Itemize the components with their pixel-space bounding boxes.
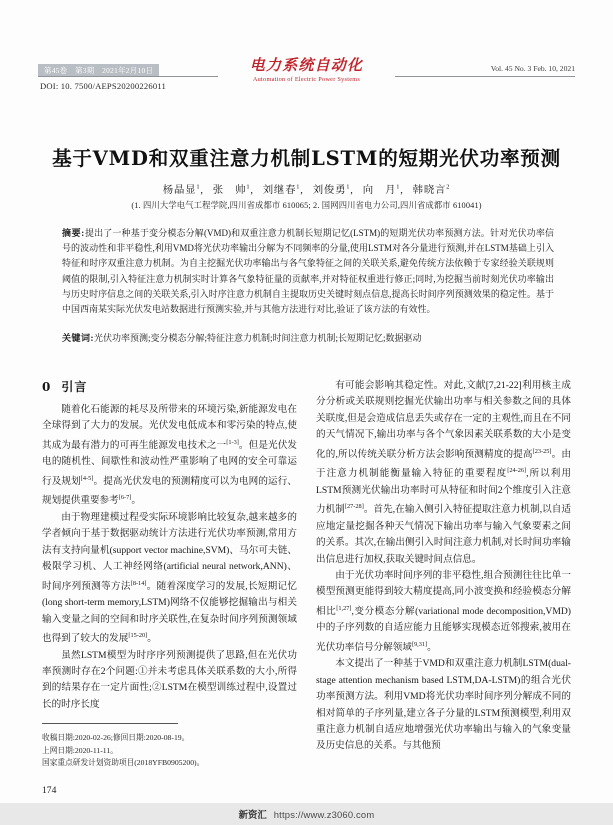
author-separator: , (350, 185, 354, 196)
right-column-paragraphs (316, 378, 571, 755)
author-affiliation: (1. 四川大学电气工程学院,四川省成都市 610065; 2. 国网四川省电力公司,四川省成都市 610041) (131, 201, 482, 210)
footer-url[interactable]: https://www.z3060.com (273, 808, 375, 820)
body-paragraph: 由于物理建模过程受实际环境影响比较复杂,越来越多的学者倾向于基于数据驱动统计方法进行光伏功率预测,常用方法有支持向量机(support vector machine,SVM)、马尔可夫链、极限学习机、人工神经网络(artificial neural network,ANN)、时间序列预测等方法[8-14]。随着深度学习的发展,长短期记忆(long short-term memory,LSTM)网络不仅能够挖掘输出与相关输入变量之间的空间和时序关联性,在复杂时间序列预测领域也得到了较大的发展[15-20]。 (42, 512, 297, 645)
author-name: 韩晓言$^2$ (412, 183, 451, 196)
footer-watermark-bar (0, 803, 613, 825)
author-name: 刘继春$^1$ (262, 183, 301, 196)
volume-issue-english: Vol. 45 No. 3 Feb. 10, 2021 (490, 64, 575, 73)
body-column-right (316, 378, 571, 755)
body-paragraph: 虽然LSTM模型为时序序列预测提供了思路,但在光伏功率预测时存在2个问题:①并未考虑具体关联系数的大小,所得到的结果存在一定片面性;②LSTM在模型训练过程中,设置过长的时序长度 (42, 649, 297, 710)
left-column-paragraphs (42, 402, 297, 713)
page-number: 174 (42, 785, 57, 796)
keywords-label: 关键词: (62, 333, 94, 343)
footnote-line: 国家重点研发计划资助项目(2018YFB0905200)。 (42, 758, 205, 768)
author-name: 杨晶显$^1$ (162, 183, 201, 196)
citation-reference: [27-28] (344, 503, 364, 511)
author-list (0, 181, 613, 196)
footnotes (42, 732, 300, 770)
volume-issue-badge: 第45卷 第3期 2021年2月10日 (38, 64, 159, 76)
masthead (38, 56, 575, 104)
section-number: 0 (42, 380, 52, 394)
masthead-rule-right (395, 76, 575, 77)
footer-brand: 新资汇 (238, 809, 267, 820)
citation-reference: [23-25] (532, 447, 552, 455)
keywords (62, 331, 554, 346)
citation-reference: [15-20] (128, 632, 148, 640)
citation-reference: [1-3] (226, 438, 239, 446)
abstract-text: 提出了一种基于变分模态分解(VMD)和双重注意力机制长短期记忆(LSTM)的短期光伏功率预测方法。针对光伏功率信号的波动性和非平稳性,利用VMD将光伏功率输出分解为不同频率的分量,使用LSTM对各分量进行预测,并在LSTM基础上引入特征和时序双重注意力机制。为自主挖掘光伏功率输出与各气象特征之间的关联关系,避免传统方法依赖于专家经验关联规则阈值的限制,引入特征注意力机制实时计算各气象特征量的贡献率,并对特征权重进行修正;同时,为挖掘当前时刻光伏功率输出与历史时序信息之间的关联关系,引入时序注意力机制自主提取历史关键时刻点信息,提高长时间序列预测效果的稳定性。基于中国西南某实际光伏发电站数据进行预测实验,并与其他方法进行对比,验证了该方法的有效性。 (62, 228, 555, 315)
author-affiliation-marker: 1 (196, 183, 201, 191)
author-affiliation-marker: 1 (396, 183, 401, 191)
citation-reference: [4-5] (80, 474, 94, 482)
body-paragraph: 有可能会影响其稳定性。对此,文献[7,21-22]利用核主成分分析或关联规则挖掘光伏输出功率与相关参数之间的具体关联度,但是会造成信息丢失或存在一定的主观性,而且在不同的天气情况下,输出功率与各个气象因素关联系数的大小是变化的,所以传统关联分析方法会影响预测精度的提高[23-25]。由于注意力机制能衡量输入特征的重要程度[24-26],所以利用LSTM预测光伏输出功率时可从特征和时间2个维度引入注意力机制[27-28]。首先,在输入侧引入特征提取注意力机制,以自适应地定量挖掘各种天气情况下输出功率与输入气象要素之间的关系。其次,在输出侧引入时间注意力机制,对长时间功率输出信息进行加权,获取关键时间点信息。 (316, 380, 572, 565)
citation-reference: [9,31] (411, 640, 428, 648)
author-separator: , (200, 185, 204, 196)
author-name: 刘俊勇$^1$ (312, 183, 351, 196)
journal-name-en: Automation of Electric Power Systems (252, 75, 361, 83)
journal-name-cn: 电力系统自动化 (249, 56, 364, 74)
author-affiliation-marker: 1 (346, 183, 351, 191)
footnote-line: 上网日期:2020-11-11。 (42, 745, 118, 755)
author-affiliation-marker: 2 (446, 183, 451, 191)
footnote-divider (42, 723, 178, 724)
body-column-left (42, 378, 297, 713)
citation-reference: [6-7] (118, 494, 132, 502)
citation-reference: [8-14] (130, 579, 147, 587)
body-paragraph: 随着化石能源的耗尽及所带来的环境污染,新能源发电在全球得到了大力的发展。光伏发电低成本和零污染的特点,使其成为最有潜力的可再生能源发电技术之一[1-3]。但是光伏发电的随机性、间歇性和波动性严重影响了电网的安全可靠运行及规划[4-5]。提高光伏发电的预测精度可以为电网的运行、规划提供重要参考[6-7]。 (42, 404, 298, 507)
article-title: 基于VMD和双重注意力机制LSTM的短期光伏功率预测 (52, 147, 561, 170)
abstract (62, 226, 554, 317)
author-affiliation-marker: 1 (296, 183, 301, 191)
author-separator: , (250, 185, 254, 196)
author-name: 向 月$^1$ (362, 183, 401, 196)
section-heading (42, 378, 297, 396)
body-paragraph: 由于光伏功率时间序列的非平稳性,组合预测往往比单一模型预测更能得到较大精度提高,同小波变换和经验模态分解相比[1,27],变分模态分解(variational mode decomposition,VMD)中的子序列数的自适应能力且能够实现模态近邻搜索,被用在光伏功率信号分解领域[9,31]。 (316, 570, 571, 654)
body-paragraph: 本文提出了一种基于VMD和双重注意力机制LSTM(dual-stage attention mechanism based LSTM,DA-LSTM)的组合光伏功率预测方法。利用VMD将光伏功率时间序列分解成不同的相对简单的子序列量,建立各子分量的LSTM预测模型,利用双重注意力机制自适应地增强光伏功率输出与输入的气象变量及历史信息的关系。与其他预 (316, 658, 571, 752)
citation-reference: [1,27] (336, 604, 352, 612)
section-title: 引言 (61, 380, 88, 394)
abstract-label: 摘要: (62, 228, 85, 238)
keywords-text: 光伏功率预测;变分模态分解;特征注意力机制;时间注意力机制;长短期记忆;数据驱动 (94, 333, 422, 343)
author-affiliation-marker: 1 (246, 183, 251, 191)
citation-reference: [24-26] (507, 467, 527, 475)
author-separator: , (300, 185, 304, 196)
doi-line: DOI: 10. 7500/AEPS20200226011 (40, 81, 167, 91)
journal-logo (212, 58, 402, 83)
author-separator: , (400, 185, 404, 196)
footnote-line: 收稿日期:2020-02-26;修回日期:2020-08-19。 (42, 733, 190, 742)
author-name: 张 帅$^1$ (212, 183, 251, 196)
